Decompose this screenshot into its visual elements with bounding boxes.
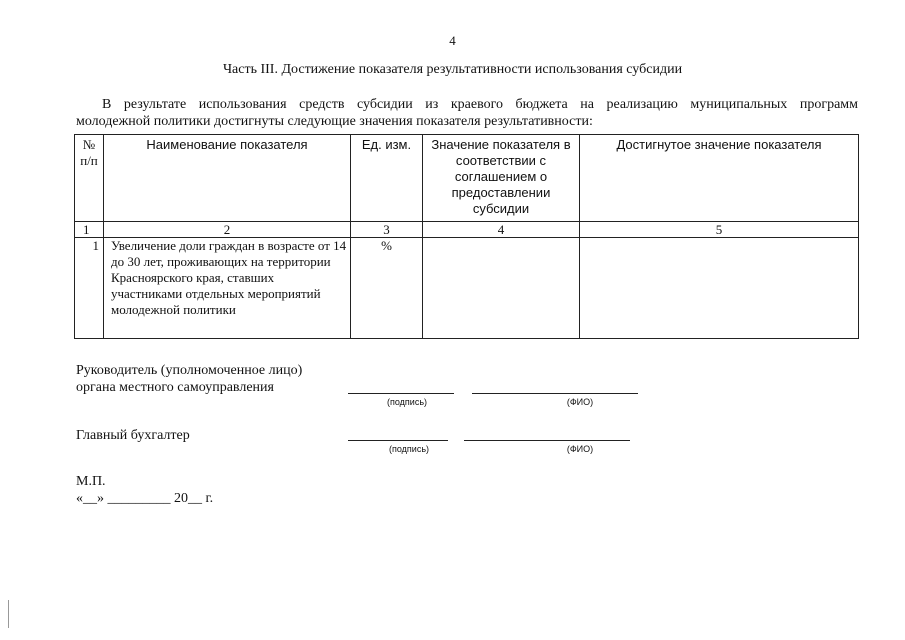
part-title: Часть III. Достижение показателя результативности использования субсидии — [222, 62, 683, 77]
intro-line-2: молодежной политики достигнуты следующие значения показателя результативности: — [76, 114, 593, 129]
accountant-signature-line — [348, 440, 448, 441]
accountant-signature-caption: (подпись) — [388, 444, 430, 454]
head-name-caption: (ФИО) — [566, 397, 594, 407]
head-signature-line — [348, 393, 454, 394]
head-name-line — [472, 393, 638, 394]
row-achieved-value — [580, 238, 859, 339]
accountant-name-line — [464, 440, 630, 441]
column-numbers-row — [75, 222, 859, 238]
head-signature-caption: (подпись) — [386, 397, 428, 407]
row-unit: % — [351, 238, 423, 339]
indicators-table — [74, 134, 859, 339]
column-number: 5 — [580, 222, 859, 238]
header-achieved-value: Достигнутое значение показателя — [580, 135, 859, 222]
column-number: 4 — [423, 222, 580, 238]
header-unit: Ед. изм. — [351, 135, 423, 222]
scan-margin-mark — [8, 600, 9, 628]
header-number: № п/п — [75, 135, 104, 222]
date-line: «__» _________ 20__ г. — [76, 491, 214, 506]
intro-paragraph — [76, 96, 858, 130]
head-label-line-1: Руководитель (уполномоченное лицо) — [76, 363, 303, 378]
stamp-place: М.П. — [76, 474, 106, 489]
row-planned-value — [423, 238, 580, 339]
row-indicator-name: Увеличение доли граждан в возрасте от 14 до 30 лет, проживающих на территории Красноярского края, ставших участниками отдельных мероприятий молодежной политики — [104, 238, 351, 339]
table-row — [75, 238, 859, 339]
page-number: 4 — [449, 33, 456, 48]
row-number: 1 — [75, 238, 104, 339]
head-label — [76, 362, 302, 396]
column-number: 1 — [75, 222, 104, 238]
accountant-name-caption: (ФИО) — [566, 444, 594, 454]
column-number: 2 — [104, 222, 351, 238]
intro-line-1: В результате использования средств субсидии из краевого бюджета на реализацию муниципальных программ — [102, 97, 858, 112]
head-label-line-2: органа местного самоуправления — [76, 380, 274, 395]
header-planned-value: Значение показателя в соответствии с соглашением о предоставлении субсидии — [423, 135, 580, 222]
column-number: 3 — [351, 222, 423, 238]
table-header-row — [75, 135, 859, 222]
header-indicator-name: Наименование показателя — [104, 135, 351, 222]
accountant-label: Главный бухгалтер — [76, 428, 190, 443]
